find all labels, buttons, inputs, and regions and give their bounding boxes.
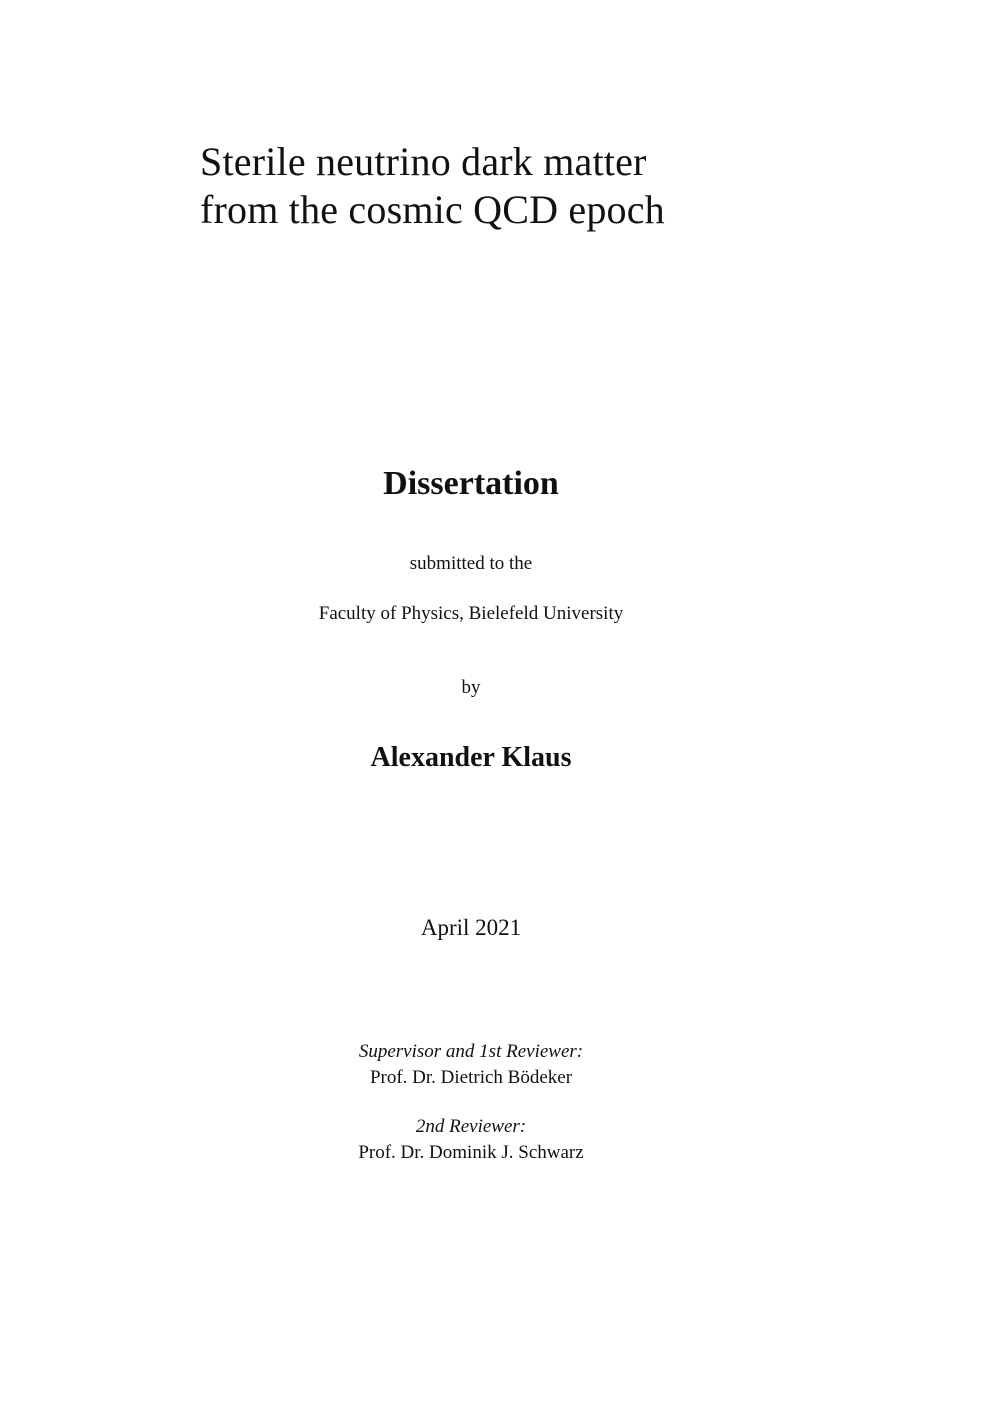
document-type: Dissertation — [383, 465, 559, 502]
supervisor-name: Prof. Dr. Dietrich Bödeker — [369, 1067, 573, 1088]
supervisor-role: Supervisor and 1st Reviewer: — [358, 1041, 584, 1062]
second-reviewer-role: 2nd Reviewer: — [415, 1116, 527, 1137]
faculty-name: Faculty of Physics, Bielefeld University — [318, 603, 624, 624]
thesis-title-line-1: Sterile neutrino dark matter — [200, 139, 647, 184]
by-text: by — [461, 677, 481, 698]
submission-date: April 2021 — [420, 915, 522, 940]
second-reviewer-name: Prof. Dr. Dominik J. Schwarz — [358, 1142, 584, 1163]
thesis-title-line-2: from the cosmic QCD epoch — [200, 187, 665, 232]
thesis-title — [200, 138, 820, 234]
submitted-to-text: submitted to the — [409, 553, 533, 574]
author-name: Alexander Klaus — [370, 742, 572, 773]
